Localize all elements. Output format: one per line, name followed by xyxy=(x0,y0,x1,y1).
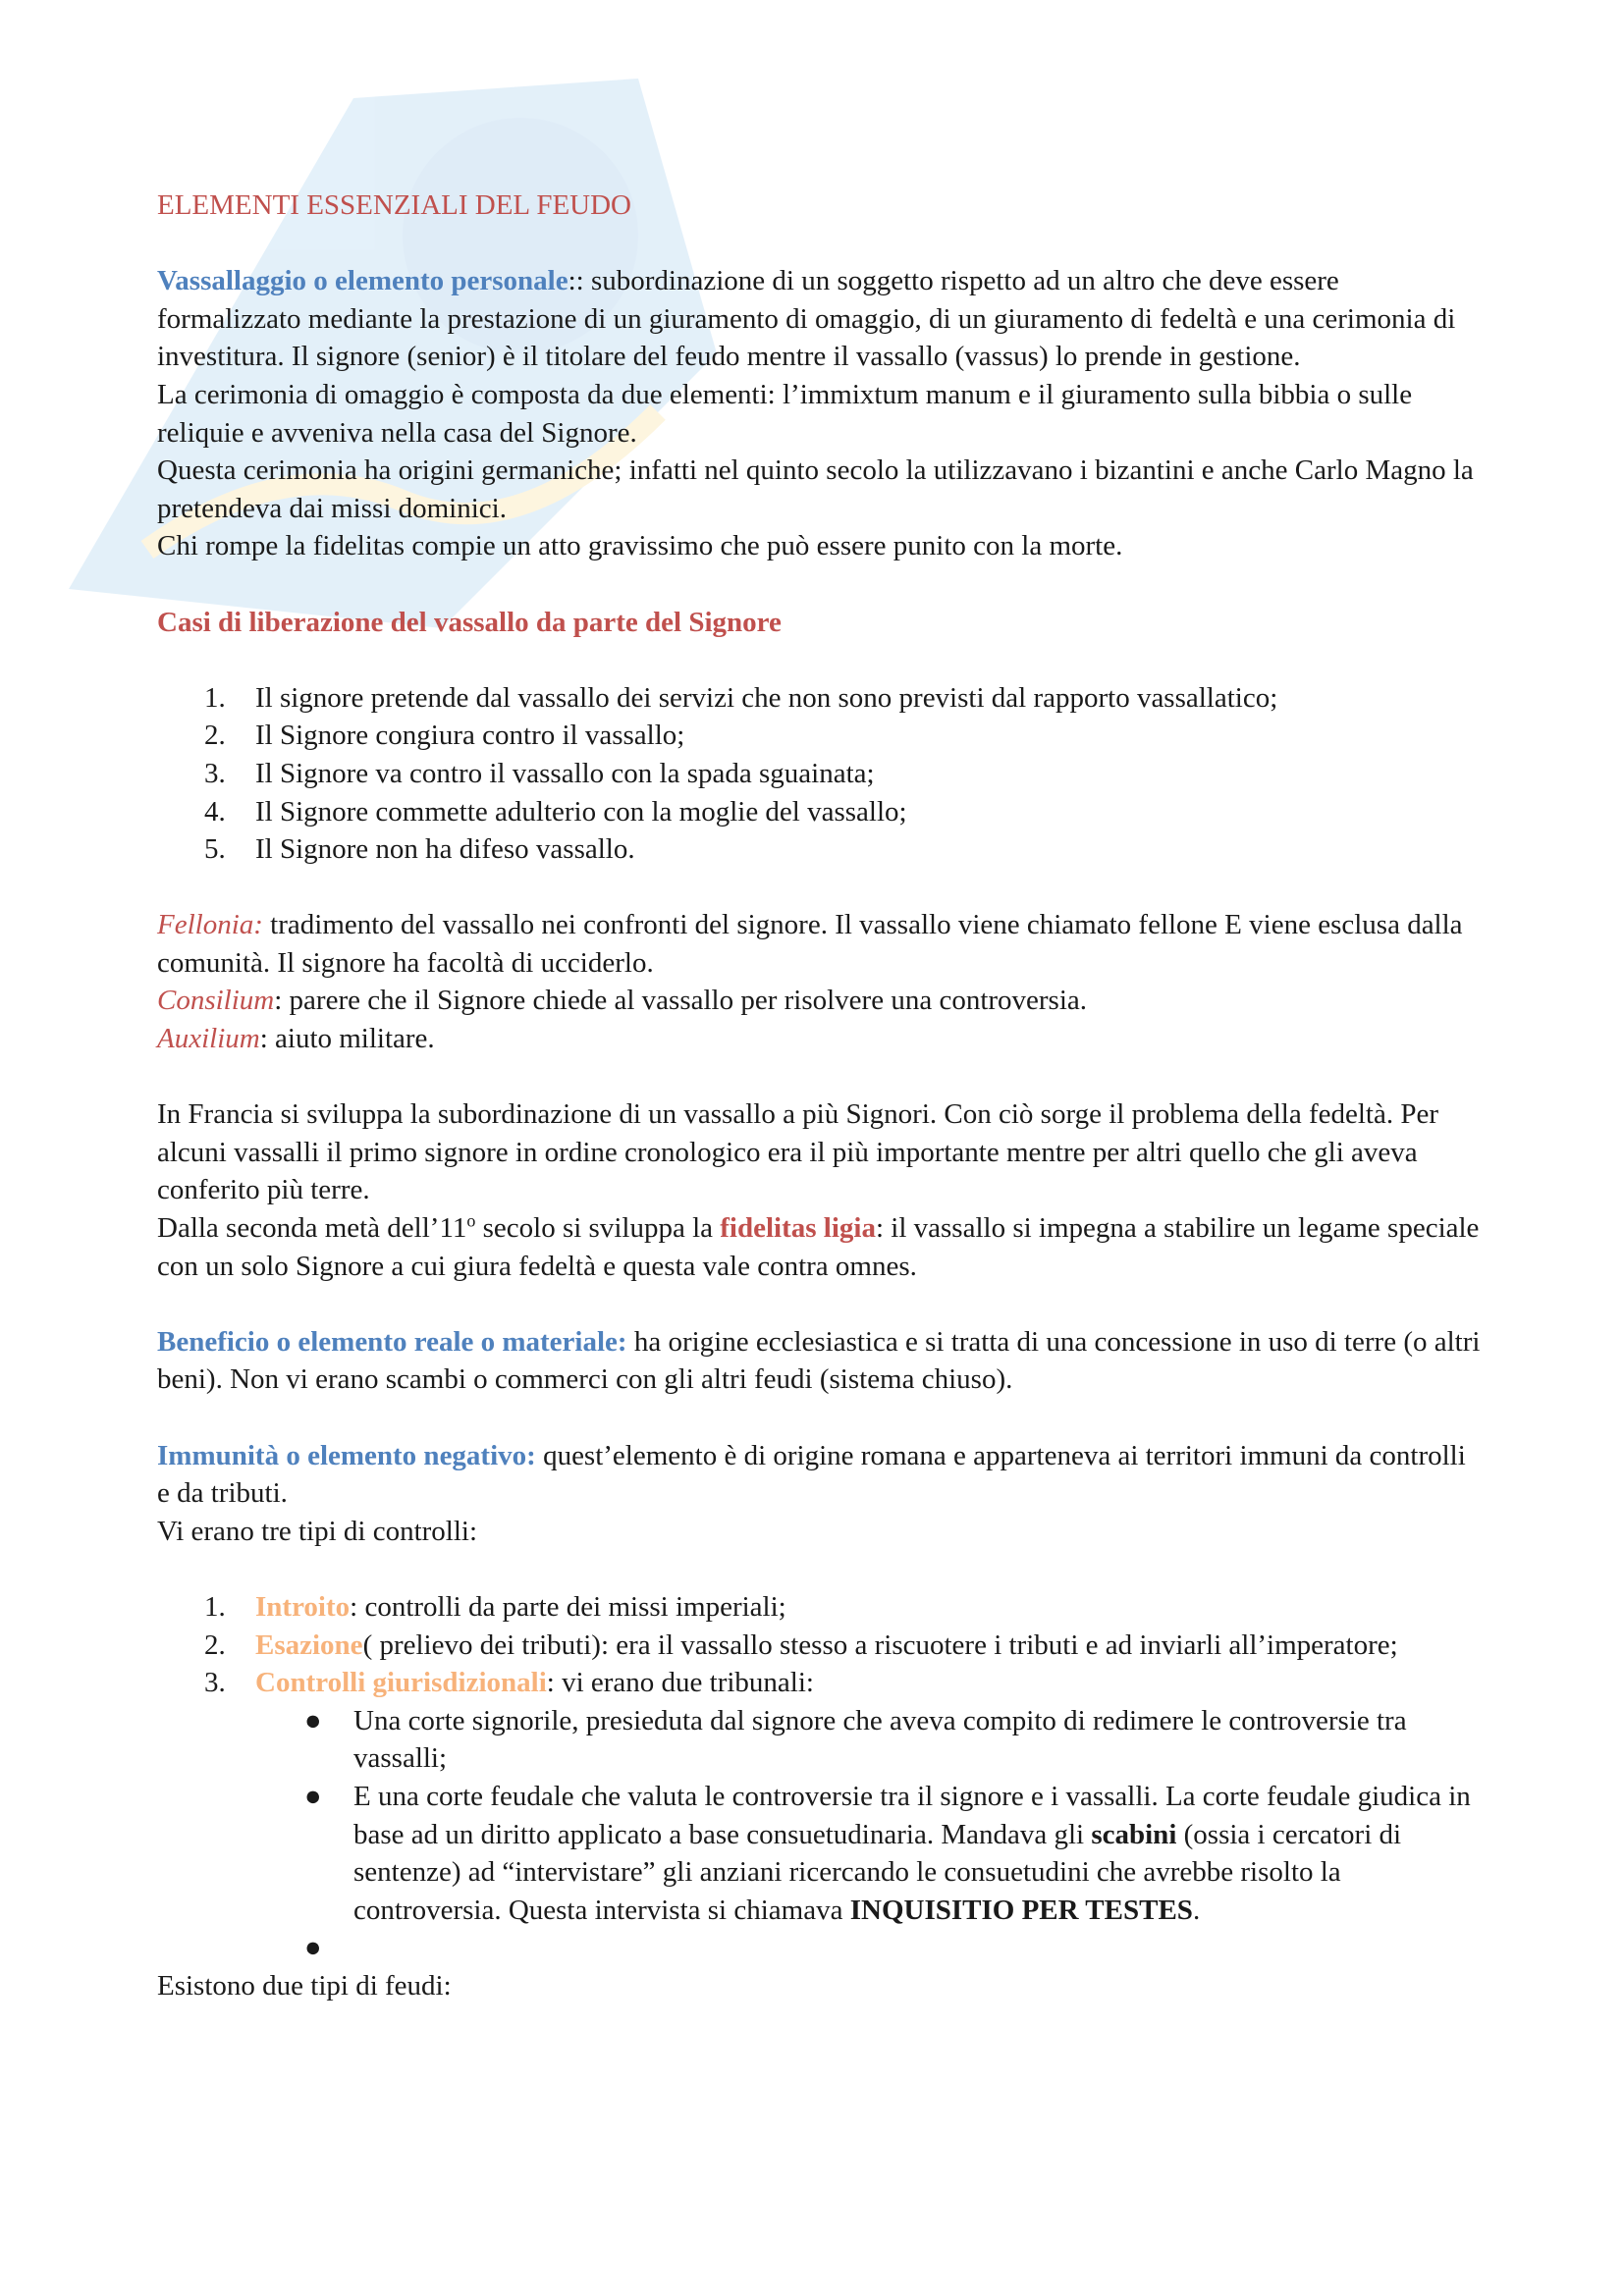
origini-paragraph: Questa cerimonia ha origini germaniche; infatti nel quinto secolo la utilizzavano i bizantini e anche Carlo Magno la pretendeva dai missi dominici. xyxy=(157,454,1474,524)
francia-paragraph: In Francia si sviluppa la subordinazione di un vassallo a più Signori. Con ciò sorge il problema della fedeltà. Per alcuni vassalli il primo signore in ordine cronologico era il più importante mentre per altri quello che gli aveva conferito più terre. xyxy=(157,1098,1438,1206)
list-item: 2. Esazione( prelievo dei tributi): era il vassallo stesso a riscuotere i tributi e ad inviarli all’imperatore; xyxy=(204,1629,1398,1661)
list-item: 5. Il Signore non ha difeso vassallo. xyxy=(204,833,635,866)
scabini-term: scabini xyxy=(1091,1818,1177,1850)
casi-list xyxy=(157,679,1483,869)
consilium-term: Consilium xyxy=(157,985,275,1017)
list-item: 1. Introito: controlli da parte dei missi imperiali; xyxy=(204,1590,786,1623)
consilium-definition: Consilium: parere che il Signore chiede al vassallo per risolvere una controversia. xyxy=(157,985,1088,1017)
controlli-intro: Vi erano tre tipi di controlli: xyxy=(157,1515,478,1547)
immunita-paragraph: Immunità o elemento negativo: quest’elemento è di origine romana e apparteneva ai territori immuni da controlli e da tributi. xyxy=(157,1439,1466,1510)
list-item: 3. Il Signore va contro il vassallo con la spada sguainata; xyxy=(204,757,875,789)
fellonia-definition: Fellonia: tradimento del vassallo nei confronti del signore. Il vassallo viene chiamato fellone E viene esclusa dalla comunità. Il signore ha facoltà di ucciderlo. xyxy=(157,909,1463,979)
casi-heading: Casi di liberazione del vassallo da parte del Signore xyxy=(157,606,782,638)
fellonia-term: Fellonia: xyxy=(157,909,263,941)
list-item: 3. Controlli giurisdizionali: vi erano due tribunali: xyxy=(204,1667,814,1699)
tribunali-list xyxy=(157,1702,1483,1967)
auxilium-term: Auxilium xyxy=(157,1023,260,1055)
list-item: 1. Il signore pretende dal vassallo dei servizi che non sono previsti dal rapporto vassallatico; xyxy=(204,681,1278,714)
vassallaggio-label: Vassallaggio o elemento personale xyxy=(157,265,568,297)
vassallaggio-paragraph: Vassallaggio o elemento personale:: subordinazione di un soggetto rispetto ad un altro che deve essere formalizzato mediante la prestazione di un giuramento di omaggio, di un giuramento di fedeltà e una cerimonia di investitura. Il signore (senior) è il titolare del feudo mentre il vassallo (vassus) lo prende in gestione. xyxy=(157,265,1456,373)
bullet-icon: ● xyxy=(304,1780,322,1812)
beneficio-label: Beneficio o elemento reale o materiale: xyxy=(157,1325,627,1358)
bullet-icon: ● xyxy=(304,1932,322,1964)
page-title: ELEMENTI ESSENZIALI DEL FEUDO xyxy=(157,189,631,221)
list-item: 2. Il Signore congiura contro il vassallo; xyxy=(204,720,685,752)
fidelitas-paragraph: Chi rompe la fidelitas compie un atto gravissimo che può essere punito con la morte. xyxy=(157,530,1123,562)
list-item: ● E una corte feudale che valuta le controversie tra il signore e i vassalli. La corte feudale giudica in base ad un diritto applicato a base consuetudinaria. Mandava gli scabini (ossia i cercatori di sentenze) ad “intervistare” gli anziani ricercando le consuetudini che avrebbe risolto la controversia. Questa intervista si chiamava INQUISITIO PER TESTES. xyxy=(157,1778,1483,1929)
immunita-label: Immunità o elemento negativo: xyxy=(157,1439,536,1471)
beneficio-paragraph: Beneficio o elemento reale o materiale: ha origine ecclesiastica e si tratta di una concessione in uso di terre (o altri beni). Non vi erano scambi o commerci con gli altri feudi (sistema chiuso). xyxy=(157,1325,1481,1396)
inquisitio-term: INQUISITIO PER TESTES xyxy=(849,1894,1193,1926)
omaggio-paragraph: La cerimonia di omaggio è composta da due elementi: l’immixtum manum e il giuramento sulla bibbia o sulle reliquie e avveniva nella casa del Signore. xyxy=(157,378,1413,449)
fidelitas-ligia-term: fidelitas ligia xyxy=(720,1212,876,1245)
controlli-list xyxy=(157,1588,1483,1702)
ligia-paragraph: Dalla seconda metà dell’11$^o$ secolo si sviluppa la fidelitas ligia: il vassallo si impegna a stabilire un legame speciale con un solo Signore a cui giura fedeltà e questa vale contra omnes. xyxy=(157,1210,1480,1282)
list-item xyxy=(157,1929,1483,1967)
list-item: 4. Il Signore commette adulterio con la moglie del vassallo; xyxy=(204,795,907,828)
document-page xyxy=(157,187,1483,2005)
list-item: ● Una corte signorile, presieduta dal signore che aveva compito di redimere le controversie tra vassalli; xyxy=(157,1702,1483,1778)
closing-line: Esistono due tipi di feudi: xyxy=(157,1969,452,2002)
auxilium-definition: Auxilium: aiuto militare. xyxy=(157,1023,435,1055)
bullet-icon: ● xyxy=(304,1704,322,1736)
